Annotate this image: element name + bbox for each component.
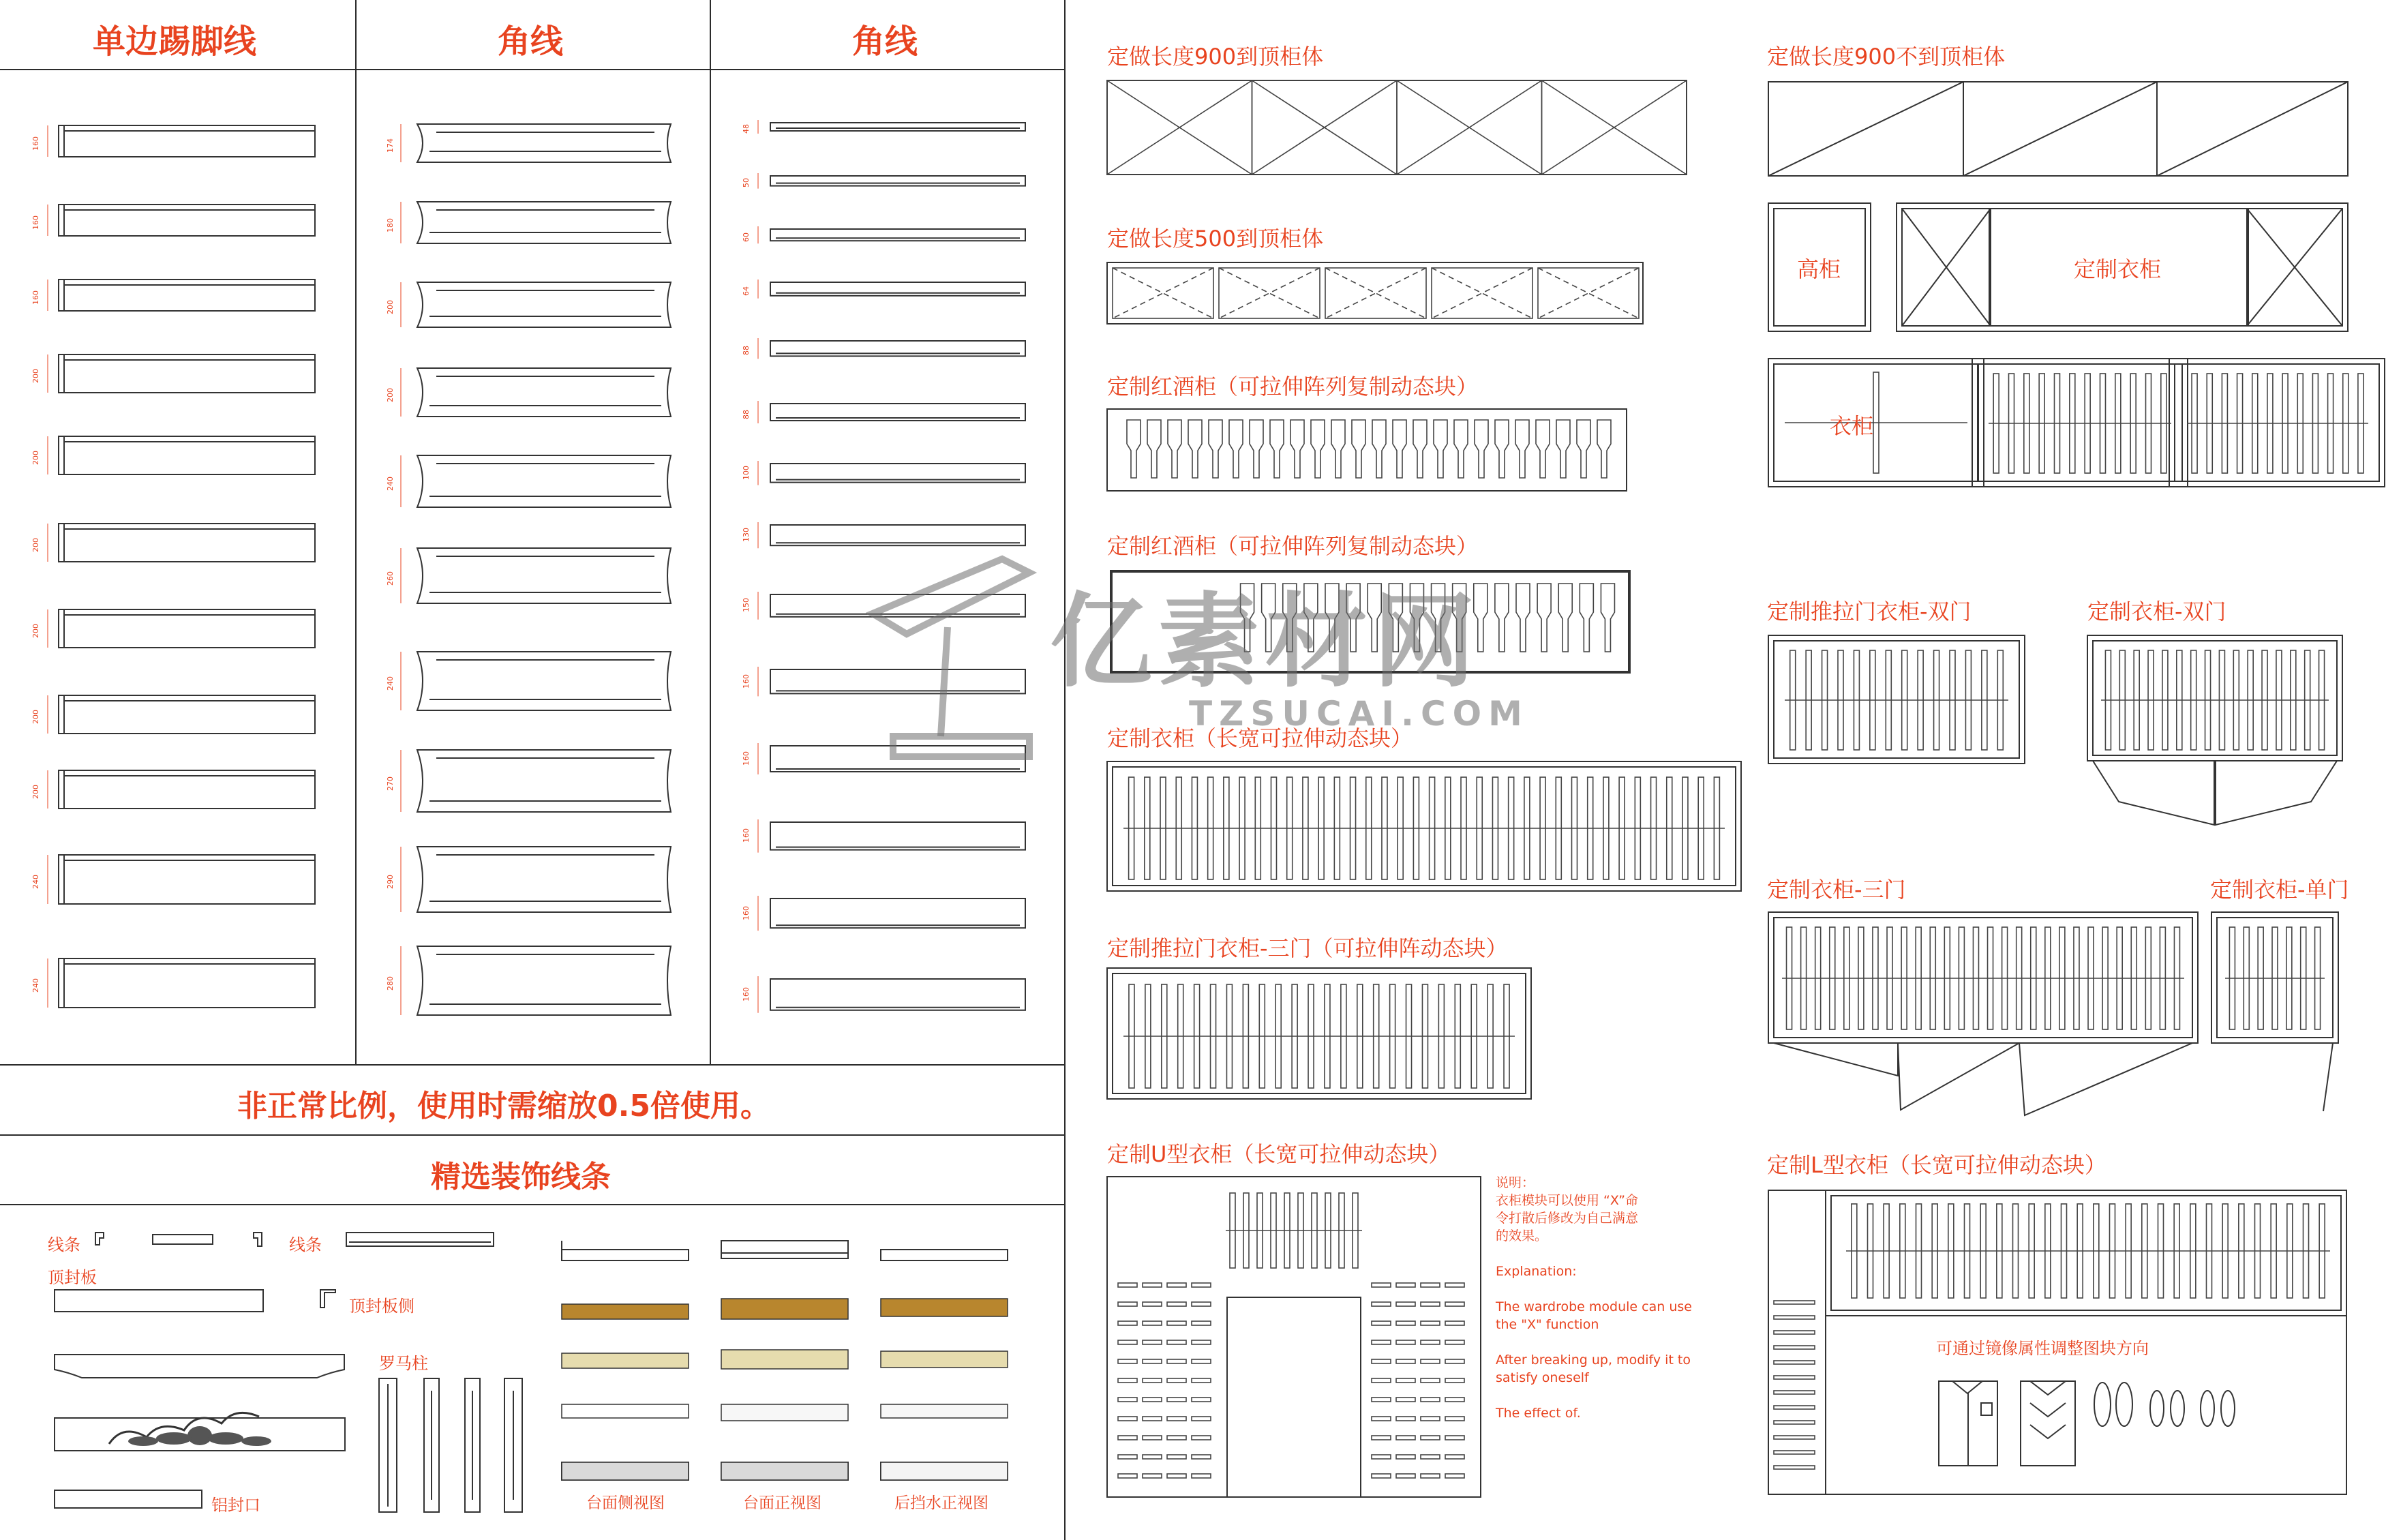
dimension-label: 160 xyxy=(742,986,751,1001)
dimension-label: 50 xyxy=(742,178,751,188)
wardrobe-hangers-2 xyxy=(1989,374,2171,473)
thin-molding-profile xyxy=(758,461,1025,485)
thin-molding-profile xyxy=(758,401,1025,423)
dimension-label: 260 xyxy=(386,571,395,586)
label-countertop-front: 台面正视图 xyxy=(743,1494,821,1512)
header-crown-molding-2: 角线 xyxy=(852,22,918,61)
title-l-wardrobe: 定制L型衣柜（长宽可拉伸动态块） xyxy=(1767,1152,2106,1178)
label-roman-column: 罗马柱 xyxy=(379,1354,428,1373)
carved-ornament xyxy=(128,1426,271,1446)
cabinet-x-box-small xyxy=(1113,268,1213,318)
dimension-label: 160 xyxy=(742,905,751,920)
label-custom-wardrobe: 定制衣柜 xyxy=(2074,256,2162,282)
cabinet-x-box-small xyxy=(1432,268,1532,318)
dimension-label: 200 xyxy=(31,451,40,465)
dimension-label: 200 xyxy=(31,624,40,638)
dimension-label: 60 xyxy=(742,232,751,242)
cabinet-x-box xyxy=(1397,80,1542,175)
countertop-swatches xyxy=(562,1299,1008,1480)
label-tall-cabinet: 高柜 xyxy=(1797,256,1841,282)
crown-profile xyxy=(401,548,671,603)
skirting-profile xyxy=(48,354,315,393)
label-countertop-side: 台面侧视图 xyxy=(586,1494,665,1512)
dimension-label: 160 xyxy=(742,828,751,843)
dimension-label: 130 xyxy=(742,528,751,543)
dimension-label: 290 xyxy=(386,875,395,889)
skirting-board-column xyxy=(48,125,315,1008)
title-wardrobe-stretch: 定制衣柜（长宽可拉伸动态块） xyxy=(1107,725,1413,751)
title-500-to-top: 定做长度500到顶柜体 xyxy=(1107,226,1324,252)
skirting-profile xyxy=(48,524,315,562)
thin-molding-profile xyxy=(758,120,1025,134)
crown-profile xyxy=(401,202,671,243)
thin-molding-profile xyxy=(758,280,1025,299)
crown-profile xyxy=(401,368,671,417)
dimension-label: 64 xyxy=(742,286,751,296)
crown-profile xyxy=(401,847,671,912)
crown-molding-column-1 xyxy=(401,124,671,1015)
u-wardrobe-top-hangers xyxy=(1226,1193,1362,1268)
watermark-logo-icon xyxy=(866,532,1043,764)
decorative-strips-header: 精选装饰线条 xyxy=(431,1160,611,1194)
label-strip-1: 线条 xyxy=(48,1235,80,1254)
thin-molding-profile xyxy=(758,338,1025,359)
crown-profile xyxy=(401,455,671,507)
skirting-profile xyxy=(48,125,315,157)
label-aluminum-edge: 铝封口 xyxy=(211,1496,260,1515)
label-top-seal-board: 顶封板 xyxy=(48,1268,97,1287)
dimension-label: 160 xyxy=(742,751,751,766)
wardrobe-rod xyxy=(1785,372,1967,473)
label-strip-2: 线条 xyxy=(289,1235,322,1254)
skirting-profile xyxy=(48,958,315,1008)
skirting-profile xyxy=(48,436,315,474)
dimension-label: 200 xyxy=(386,300,395,314)
dimension-label: 200 xyxy=(31,369,40,383)
dimension-label: 240 xyxy=(386,676,395,691)
title-wine-cabinet-2: 定制红酒柜（可拉伸阵列复制动态块） xyxy=(1107,533,1479,559)
dimension-label: 48 xyxy=(742,124,751,134)
title-single-door: 定制衣柜-单门 xyxy=(2210,877,2349,903)
cabinet-x-box-small xyxy=(1538,268,1639,318)
sliding-2-door-hangers xyxy=(1785,650,2008,750)
decorative-strips xyxy=(55,1233,1008,1512)
label-backsplash-front: 后挡水正视图 xyxy=(894,1494,988,1512)
cabinet-x-box xyxy=(1107,80,1252,175)
skirting-profile xyxy=(48,280,315,311)
dimension-label: 200 xyxy=(386,387,395,402)
dimension-label: 160 xyxy=(31,136,40,151)
watermark-text: 亿素材网 xyxy=(1050,583,1481,701)
wardrobe-hangers xyxy=(1123,777,1725,879)
skirting-profile xyxy=(48,695,315,734)
l-wardrobe-hangers xyxy=(1846,1204,2330,1298)
cabinet-x-box xyxy=(1542,80,1687,175)
wardrobe-hangers-3 xyxy=(2187,374,2368,473)
single-door-hangers xyxy=(2225,927,2325,1029)
molding-catalog xyxy=(0,0,1069,1540)
triple-door-hangers xyxy=(1782,927,2184,1029)
dimension-label: 160 xyxy=(31,290,40,305)
skirting-profile xyxy=(48,609,315,648)
dimension-label: 280 xyxy=(386,976,395,991)
dimension-label: 180 xyxy=(386,217,395,232)
dimension-label: 88 xyxy=(742,409,751,419)
thin-molding-profile xyxy=(758,896,1025,931)
title-sliding-2-door: 定制推拉门衣柜-双门 xyxy=(1767,599,1972,624)
thin-molding-profile xyxy=(758,226,1025,243)
explanation-note: 说明： 衣柜模块可以使用 “X”命 令打散后修改为自己满意 的效果。 Explanation: The wardrobe module can use the "X" function After breaking up, modify it to satisfy oneself The effect of. xyxy=(1496,1175,1692,1421)
cabinet-x-box xyxy=(1252,80,1398,175)
skirting-profile xyxy=(48,770,315,809)
dimension-label: 240 xyxy=(31,978,40,993)
skirting-profile xyxy=(48,855,315,904)
cabinet-x-box-small xyxy=(1325,268,1426,318)
title-triple-door: 定制衣柜-三门 xyxy=(1767,877,1906,903)
dimension-label: 240 xyxy=(386,477,395,491)
mirror-note: 可通过镜像属性调整图块方向 xyxy=(1936,1339,2149,1358)
thin-molding-profile xyxy=(758,976,1025,1013)
dimension-label: 160 xyxy=(31,215,40,230)
dimension-label: 174 xyxy=(386,138,395,153)
double-door-hangers xyxy=(2101,650,2329,750)
title-wine-cabinet-1: 定制红酒柜（可拉伸阵列复制动态块） xyxy=(1107,374,1479,399)
dimension-label: 150 xyxy=(742,598,751,613)
header-skirting-board: 单边踢脚线 xyxy=(93,22,257,61)
crown-profile xyxy=(401,282,671,327)
title-900-not-to-top: 定做长度900不到顶柜体 xyxy=(1767,44,2006,70)
dimension-label: 200 xyxy=(31,710,40,724)
dimension-label: 200 xyxy=(31,538,40,552)
title-sliding-3-door: 定制推拉门衣柜-三门（可拉伸阵动态块） xyxy=(1107,935,1508,961)
dimension-label: 200 xyxy=(31,785,40,799)
dimension-label: 100 xyxy=(742,465,751,480)
title-900-to-top: 定做长度900到顶柜体 xyxy=(1107,44,1324,70)
label-wardrobe: 衣柜 xyxy=(1830,413,1874,439)
scale-note: 非正常比例，使用时需缩放0.5倍使用。 xyxy=(237,1089,770,1123)
cabinet-x-box-small xyxy=(1219,268,1320,318)
label-top-seal-board-side: 顶封板侧 xyxy=(349,1297,414,1316)
dimension-label: 270 xyxy=(386,776,395,791)
title-double-door: 定制衣柜-双门 xyxy=(2087,599,2226,624)
wine-slots-row-1 xyxy=(1127,420,1611,478)
thin-molding-profile xyxy=(758,173,1025,189)
dimension-label: 88 xyxy=(742,346,751,356)
title-u-wardrobe: 定制U型衣柜（长宽可拉伸动态块） xyxy=(1107,1141,1451,1167)
dimension-label: 160 xyxy=(742,674,751,689)
skirting-profile xyxy=(48,205,315,236)
crown-profile xyxy=(401,946,671,1015)
thin-molding-profile xyxy=(758,819,1025,853)
u-wardrobe-side-shelves xyxy=(1118,1283,1815,1478)
dimension-label: 240 xyxy=(31,875,40,889)
sliding-3-door-hangers xyxy=(1123,984,1515,1088)
header-crown-molding-1: 角线 xyxy=(498,22,564,61)
crown-profile xyxy=(401,124,671,162)
crown-profile xyxy=(401,750,671,812)
crown-profile xyxy=(401,652,671,710)
watermark-url: TZSUCAI.COM xyxy=(1189,694,1529,734)
